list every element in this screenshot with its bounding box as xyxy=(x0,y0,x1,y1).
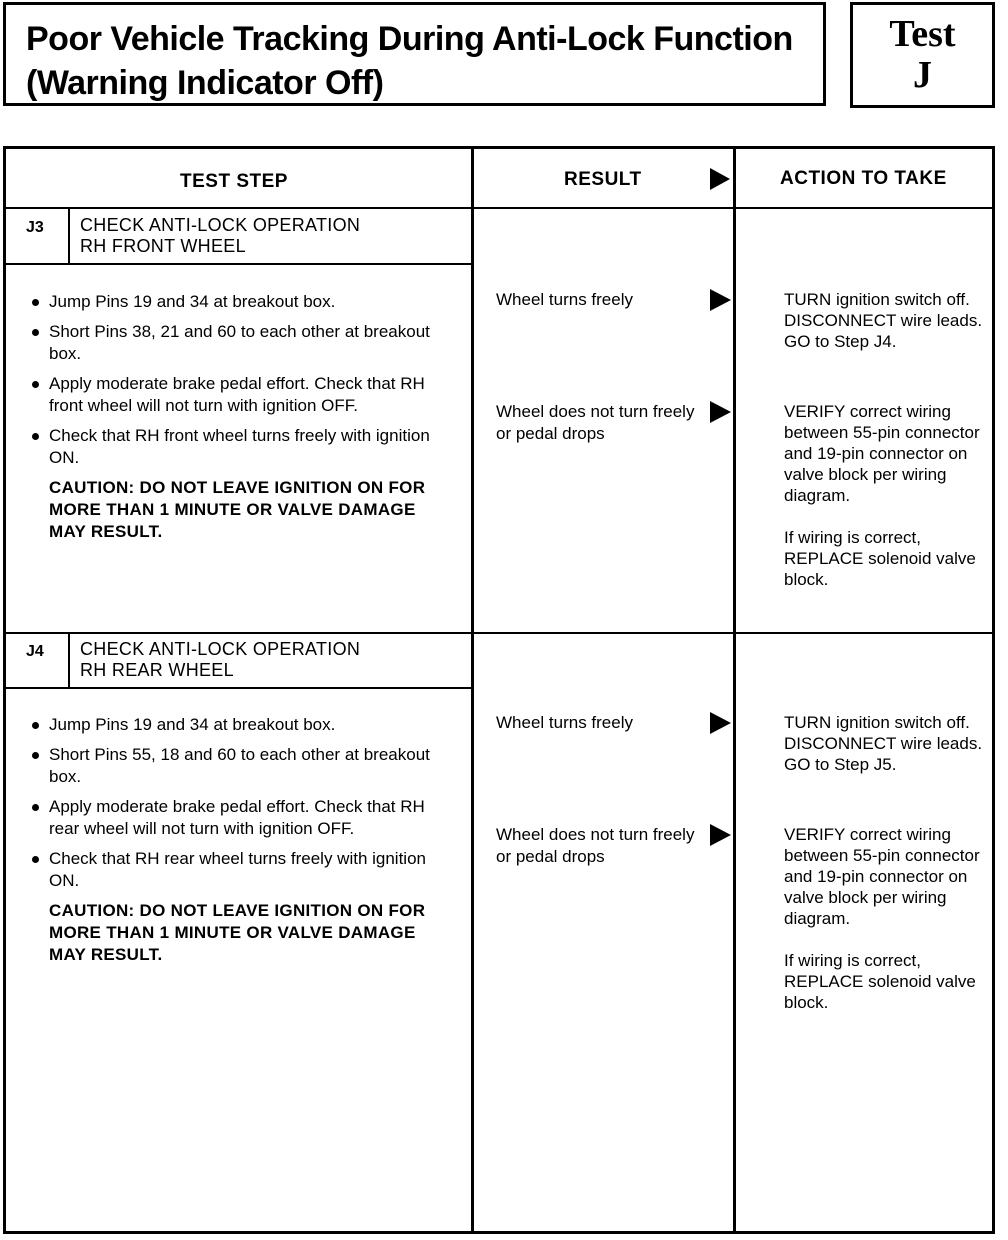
step-title-line-1: CHECK ANTI-LOCK OPERATION xyxy=(80,215,361,235)
header-result: RESULT xyxy=(564,169,642,190)
caution-text: CAUTION: DO NOT LEAVE IGNITION ON FOR MORE THAN 1 MINUTE OR VALVE DAMAGE MAY RESULT. xyxy=(49,478,426,541)
action-paragraph: VERIFY correct wiring between 55-pin connector and 19-pin connector on valve block per wiring diagram. xyxy=(784,825,980,928)
bullet-item xyxy=(28,714,448,736)
bullet-icon xyxy=(32,381,39,388)
header-action: ACTION TO TAKE xyxy=(780,168,947,189)
test-word: Test xyxy=(889,13,956,55)
step-id: J3 xyxy=(26,219,44,236)
bullet-text: Check that RH front wheel turns freely with ignition ON. xyxy=(49,426,430,467)
result-arrow-icon xyxy=(710,712,731,734)
step-title-line-2: RH FRONT WHEEL xyxy=(80,236,246,256)
result-text: Wheel turns freely xyxy=(496,713,633,732)
test-letter: J xyxy=(913,54,932,96)
title-line-1: Poor Vehicle Tracking During Anti-Lock Function xyxy=(26,20,793,58)
bullet-text: Short Pins 38, 21 and 60 to each other at breakout box. xyxy=(49,322,430,363)
result-arrow-icon xyxy=(710,401,731,423)
header-test-step: TEST STEP xyxy=(180,171,288,192)
bullet-icon xyxy=(32,856,39,863)
step-title xyxy=(80,639,360,681)
bullet-text: Jump Pins 19 and 34 at breakout box. xyxy=(49,715,336,734)
bullet-item xyxy=(28,373,448,417)
bullet-icon xyxy=(32,804,39,811)
bullet-text: Apply moderate brake pedal effort. Check that RH front wheel will not turn with ignition OFF. xyxy=(49,374,425,415)
result-arrow-icon xyxy=(710,824,731,846)
step-title-line-1: CHECK ANTI-LOCK OPERATION xyxy=(80,639,361,659)
bullet-item xyxy=(28,848,448,892)
column-divider xyxy=(733,149,736,1231)
header-divider xyxy=(6,207,992,209)
step-title xyxy=(80,215,360,257)
step-title-line-2: RH REAR WHEEL xyxy=(80,660,234,680)
title-line-2: (Warning Indicator Off) xyxy=(26,64,384,102)
action-text xyxy=(784,401,996,611)
result-arrow-icon xyxy=(710,289,731,311)
bullet-item xyxy=(28,291,448,313)
test-label-box xyxy=(850,2,995,108)
bullet-icon xyxy=(32,329,39,336)
header-arrow-icon xyxy=(710,168,730,190)
action-paragraph: VERIFY correct wiring between 55-pin connector and 19-pin connector on valve block per wiring diagram. xyxy=(784,402,980,505)
step-divider xyxy=(6,632,992,634)
bullet-icon xyxy=(32,752,39,759)
bullet-text: Short Pins 55, 18 and 60 to each other at breakout box. xyxy=(49,745,430,786)
bullet-item xyxy=(28,744,448,788)
action-paragraph: TURN ignition switch off. DISCONNECT wire leads. GO to Step J4. xyxy=(784,290,983,351)
bullet-icon xyxy=(32,299,39,306)
title-box xyxy=(3,2,826,106)
caution-text: CAUTION: DO NOT LEAVE IGNITION ON FOR MORE THAN 1 MINUTE OR VALVE DAMAGE MAY RESULT. xyxy=(49,901,426,964)
step-title-divider xyxy=(6,263,471,265)
action-paragraph: If wiring is correct, REPLACE solenoid valve block. xyxy=(784,951,976,1012)
column-divider xyxy=(471,149,474,1231)
bullet-icon xyxy=(32,722,39,729)
action-text xyxy=(784,712,996,796)
page-title xyxy=(26,17,793,105)
bullet-text: Check that RH rear wheel turns freely with ignition ON. xyxy=(49,849,426,890)
action-text xyxy=(784,289,996,373)
bullet-text: Apply moderate brake pedal effort. Check that RH rear wheel will not turn with ignition OFF. xyxy=(49,797,425,838)
bullet-text: Jump Pins 19 and 34 at breakout box. xyxy=(49,292,336,311)
action-paragraph: If wiring is correct, REPLACE solenoid valve block. xyxy=(784,528,976,589)
step-id: J4 xyxy=(26,643,44,660)
bullet-item xyxy=(28,796,448,840)
diagnostic-table xyxy=(3,146,995,1234)
result-text: Wheel does not turn freely or pedal drops xyxy=(496,402,695,443)
bullet-item xyxy=(28,321,448,365)
bullet-icon xyxy=(32,433,39,440)
step-instructions xyxy=(28,714,448,966)
bullet-item xyxy=(28,425,448,469)
action-paragraph: TURN ignition switch off. DISCONNECT wire leads. GO to Step J5. xyxy=(784,713,983,774)
step-title-divider xyxy=(6,687,471,689)
result-text: Wheel turns freely xyxy=(496,290,633,309)
result-text: Wheel does not turn freely or pedal drops xyxy=(496,825,695,866)
action-text xyxy=(784,824,996,1034)
step-instructions xyxy=(28,291,448,543)
